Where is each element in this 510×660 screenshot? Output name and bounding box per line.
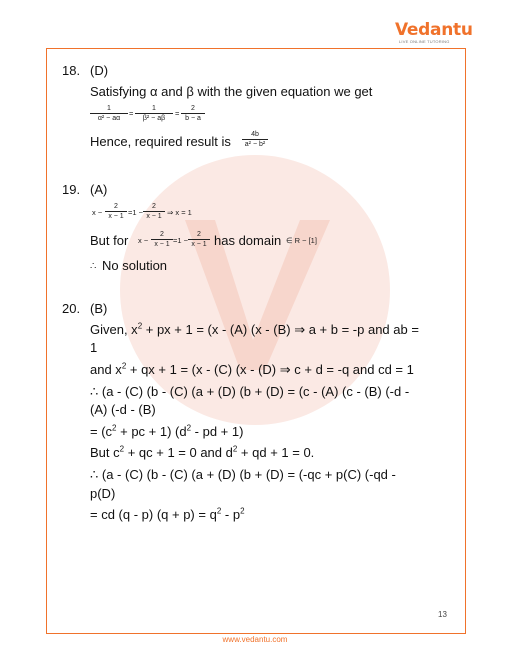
q19-eq-fraction-2 xyxy=(143,202,165,221)
q20-l7b: + qc + 1 = 0 and d xyxy=(124,445,233,460)
q20-l10a: = cd (q - p) (q + p) = q xyxy=(90,507,217,522)
q20-line1 xyxy=(90,322,419,338)
q20-line9: p(D) xyxy=(90,486,116,501)
q18-result-num: 4b xyxy=(242,130,268,140)
logo-name: Vedantu xyxy=(395,20,473,40)
q20-l6-sup2: 2 xyxy=(186,423,192,433)
q19-eq-f2-num: 2 xyxy=(143,202,165,212)
q20-line2: 1 xyxy=(90,340,98,355)
q20-line3 xyxy=(90,362,414,378)
q19-domain-set: ∈ R − [1] xyxy=(286,236,317,245)
q20-line5: (A) (-d - (B) xyxy=(90,402,156,417)
q18-f1-num: 1 xyxy=(90,104,128,114)
q19-bf-f1-num: 2 xyxy=(151,230,173,240)
q20-l6a: = (c xyxy=(90,424,113,439)
q19-therefore: ∴ xyxy=(90,261,97,272)
q18-equals-2: = xyxy=(175,109,180,118)
q19-eq-f2-den: x − 1 xyxy=(146,213,162,220)
q18-line1: Satisfying α and β with the given equation we get xyxy=(90,84,373,99)
q19-bf-x: x − xyxy=(138,236,149,245)
vedantu-logo xyxy=(395,20,473,46)
q20-l1-sup: 2 xyxy=(137,321,143,331)
q20-answer: (B) xyxy=(90,301,108,316)
q18-fraction-3 xyxy=(181,104,205,123)
q19-bf-f2-den: x − 1 xyxy=(191,241,207,248)
q20-l3b: + qx + 1 = (x - (C) (x - (D) ⇒ c + d = -q and cd = 1 xyxy=(126,362,414,377)
q20-l6c: - pd + 1) xyxy=(191,424,244,439)
q20-l7-sup2: 2 xyxy=(232,444,238,454)
q20-line7 xyxy=(90,445,314,461)
q18-f3-num: 2 xyxy=(181,104,205,114)
q19-bf-f2-num: 2 xyxy=(188,230,210,240)
q20-l7a: But c xyxy=(90,445,120,460)
q20-line8: ∴ (a - (C) (b - (C) (a + (D) (b + (D) = (-qc + p(C) (-qd - xyxy=(90,467,396,482)
q19-no-solution: No solution xyxy=(102,258,168,273)
q19-but-for: But for xyxy=(90,233,129,248)
q20-line6 xyxy=(90,424,243,440)
q20-line10 xyxy=(90,507,245,523)
q19-eq-fraction-1 xyxy=(105,202,127,221)
q18-result-text: Hence, required result is xyxy=(90,134,231,149)
q20-l1a: Given, x xyxy=(90,322,138,337)
q18-result-den: a² − b² xyxy=(244,141,266,148)
q18-equals-1: = xyxy=(129,109,134,118)
q20-l6-sup1: 2 xyxy=(112,423,117,433)
q18-f3-den: b − a xyxy=(185,115,201,122)
q19-bf-fraction-2 xyxy=(188,230,210,249)
q18-fraction-1 xyxy=(90,104,128,123)
q19-eq-mid: =1 − xyxy=(128,208,144,217)
q19-eq-implies: ⇒ x = 1 xyxy=(167,208,192,217)
q20-number: 20. xyxy=(62,301,81,316)
q20-l7-sup1: 2 xyxy=(119,444,125,454)
q20-l10-sup1: 2 xyxy=(216,506,222,516)
q20-l1b: + px + 1 = (x - (A) (x - (B) ⇒ a + b = -p and ab = xyxy=(142,322,419,337)
q18-f2-den: β² − aβ xyxy=(142,115,166,122)
q18-f1-den: α² − aα xyxy=(97,115,121,122)
q19-bf-fraction-1 xyxy=(151,230,173,249)
q20-l3-sup: 2 xyxy=(121,361,127,371)
q19-eq-x: x − xyxy=(92,208,103,217)
logo-tagline: LIVE ONLINE TUTORING xyxy=(399,39,450,44)
q19-bf-mid: =1 − xyxy=(173,236,189,245)
q20-l10-sup2: 2 xyxy=(240,506,245,516)
q19-eq-f1-num: 2 xyxy=(105,202,127,212)
q18-result-fraction xyxy=(242,130,268,149)
q19-answer: (A) xyxy=(90,182,108,197)
q19-eq-f1-den: x − 1 xyxy=(108,213,124,220)
q18-number: 18. xyxy=(62,63,81,78)
q20-l7c: + qd + 1 = 0. xyxy=(237,445,315,460)
footer-website-link[interactable]: www.vedantu.com xyxy=(222,635,288,644)
q19-bf-f1-den: x − 1 xyxy=(154,241,170,248)
q20-l6b: + pc + 1) (d xyxy=(116,424,187,439)
q19-number: 19. xyxy=(62,182,81,197)
q19-domain-text: has domain xyxy=(214,233,282,248)
q20-l10b: - p xyxy=(221,507,241,522)
q20-l3a: and x xyxy=(90,362,122,377)
q18-fraction-2 xyxy=(135,104,173,123)
q20-line4: ∴ (a - (C) (b - (C) (a + (D) (b + (D) = (c - (A) (c - (B) (-d - xyxy=(90,384,410,399)
page-number: 13 xyxy=(438,610,447,619)
q18-answer: (D) xyxy=(90,63,109,78)
q18-f2-num: 1 xyxy=(135,104,173,114)
